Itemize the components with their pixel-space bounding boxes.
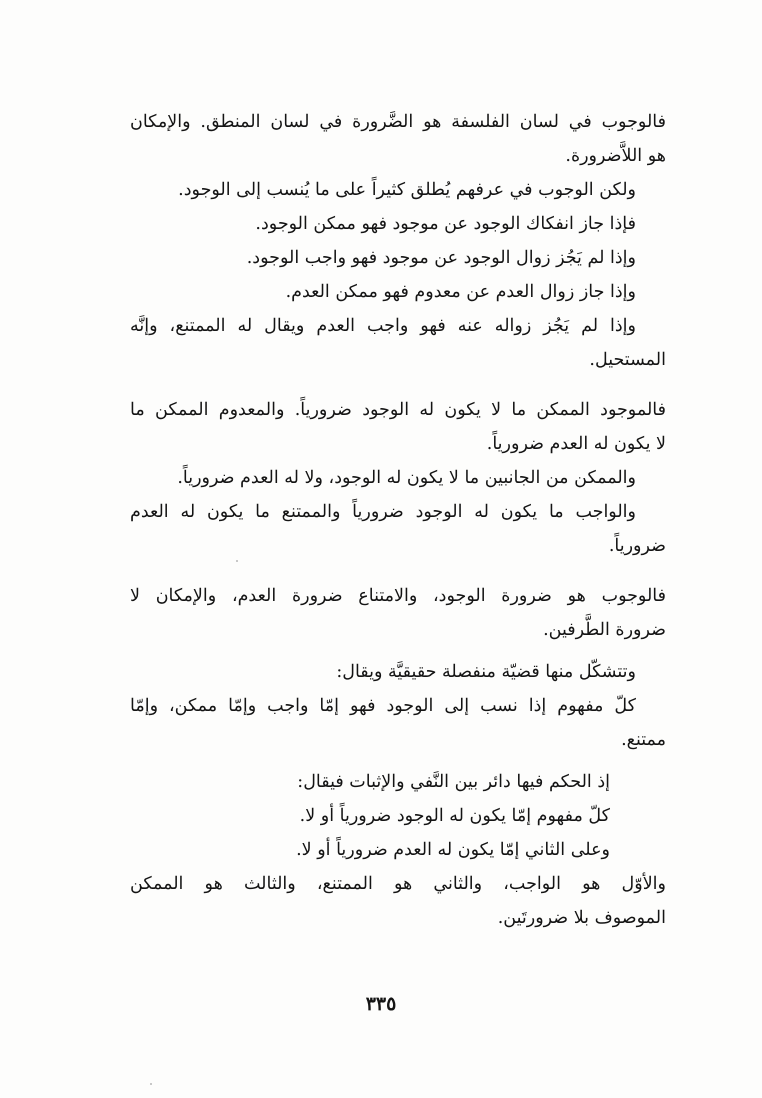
text-line: ضرورة الطَّرفين. — [543, 620, 666, 640]
text-line: هو اللاَّضرورة. — [565, 146, 666, 166]
text-line: والممكن من الجانبين ما لا يكون له الوجود، ولا له العدم ضرورياً. — [177, 468, 636, 488]
body-text — [130, 105, 666, 935]
text-line: والواجب ما يكون له الوجود ضرورياً والممتنع ما يكون له العدم — [130, 502, 636, 522]
page-number: ٣٣٥ — [365, 993, 397, 1015]
text-line: وتتشكّل منها قضيّة منفصلة حقيقيَّة ويقال: — [336, 662, 636, 682]
text-line: فإذا جاز انفكاك الوجود عن موجود فهو ممكن الوجود. — [255, 214, 636, 234]
scan-speck — [236, 560, 238, 562]
text-line: ضرورياً. — [608, 536, 666, 556]
text-line: وإذا لم يَجُز زوال الوجود عن موجود فهو واجب الوجود. — [246, 248, 636, 268]
text-line: ولكن الوجوب في عرفهم يُطلق كثيراً على ما يُنسب إلى الوجود. — [178, 180, 636, 200]
text-line: فالوجوب هو ضرورة الوجود، والامتناع ضرورة العدم، والإمكان لا — [130, 586, 666, 606]
text-line: فالوجوب في لسان الفلسفة هو الضَّرورة في لسان المنطق. والإمكان — [130, 112, 666, 132]
text-line: كلّ مفهوم إذا نسب إلى الوجود فهو إمّا واجب وإمّا ممكن، وإمّا — [130, 696, 636, 716]
text-line: وإذا لم يَجُز زواله عنه فهو واجب العدم ويقال له الممتنع، وإنَّه — [130, 316, 636, 336]
text-line: وعلى الثاني إمّا يكون له العدم ضرورياً أو لا. — [296, 840, 610, 860]
text-line: لا يكون له العدم ضرورياً. — [486, 434, 666, 454]
text-line: الموصوف بلا ضرورتَين. — [497, 908, 666, 928]
text-line: فالموجود الممكن ما لا يكون له الوجود ضرورياً. والمعدوم الممكن ما — [130, 400, 666, 420]
text-line: ممتنع. — [621, 730, 666, 750]
text-line: المستحيل. — [589, 350, 666, 370]
scan-speck — [150, 1083, 152, 1085]
text-line: كلّ مفهوم إمّا يكون له الوجود ضرورياً أو لا. — [299, 806, 610, 826]
text-line: إذ الحكم فيها دائر بين النَّفي والإثبات فيقال: — [297, 772, 610, 792]
text-line: والأوّل هو الواجب، والثاني هو الممتنع، والثالث هو الممكن — [130, 874, 666, 894]
text-line: وإذا جاز زوال العدم عن معدوم فهو ممكن العدم. — [285, 282, 636, 302]
